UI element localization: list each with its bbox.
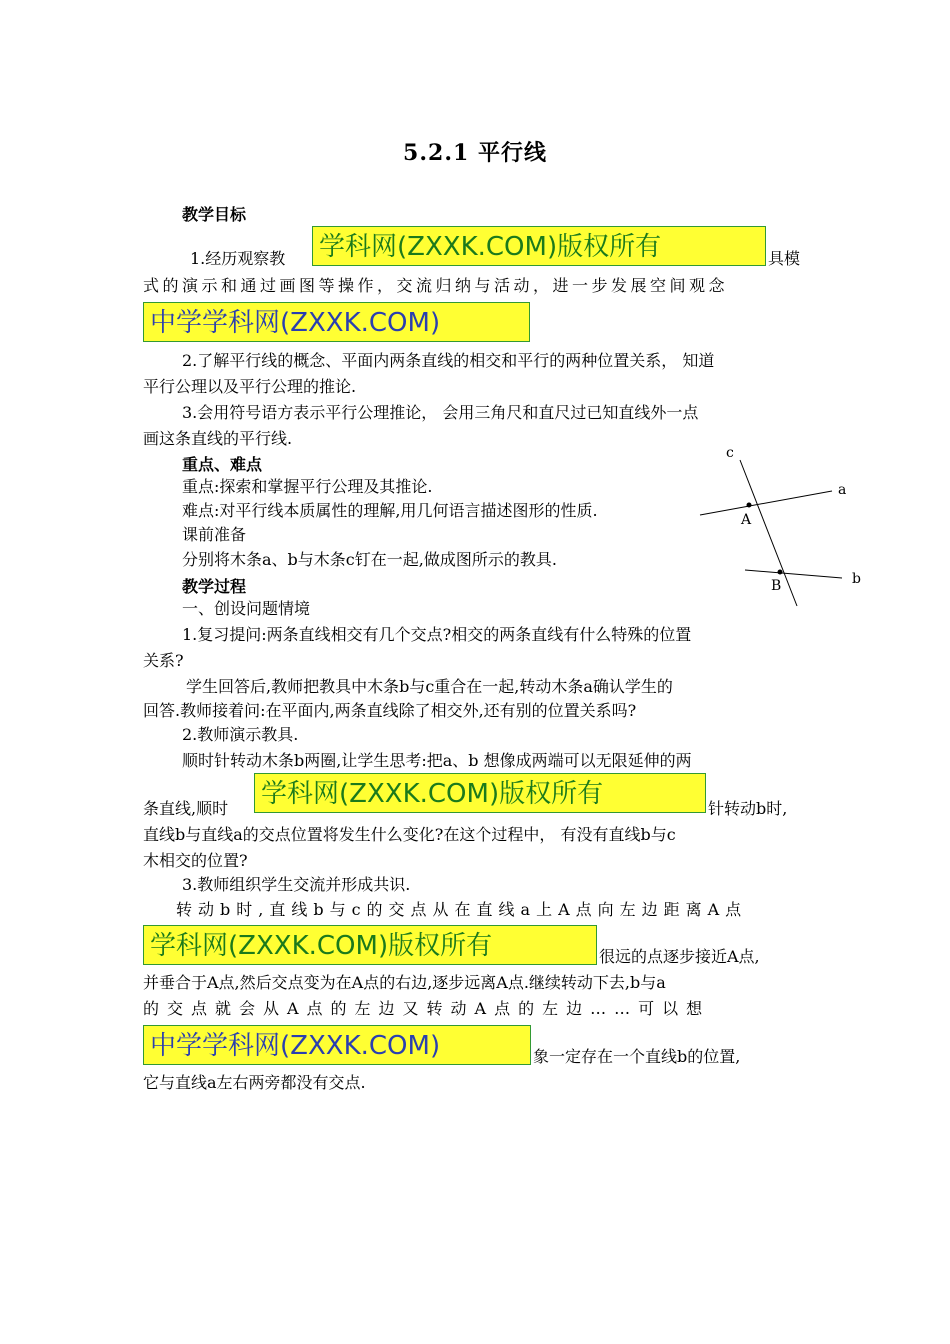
section-heading-key-points: 重点、难点: [182, 455, 263, 474]
label-c: c: [726, 445, 734, 461]
process-consensus-line-6: 它与直线a左右两旁都没有交点.: [143, 1073, 366, 1092]
watermark-site: 中学学科网(ZXXK.COM): [143, 302, 530, 342]
watermark-copyright: 学科网(ZXXK.COM)版权所有: [254, 773, 706, 813]
goal-2-line-2: 平行公理以及平行公理的推论.: [143, 377, 357, 396]
section-heading-process: 教学过程: [182, 577, 247, 596]
process-step-1-heading: 一、创设问题情境: [182, 599, 311, 618]
label-a: a: [838, 482, 847, 498]
lines-figure: [690, 440, 870, 620]
process-answer-line-1: 学生回答后,教师把教具中木条b与c重合在一起,转动木条a确认学生的: [186, 677, 673, 696]
preparation-line: 分别将木条a、b与木条c钉在一起,做成图所示的教具.: [182, 550, 557, 569]
goal-1-line-1: 1.经历观察教: [190, 249, 286, 268]
line-b: [745, 570, 842, 578]
process-demo-heading: 2.教师演示教具.: [182, 725, 299, 744]
line-c: [740, 460, 797, 606]
process-question-line-2: 关系?: [143, 651, 184, 670]
point-A: [747, 503, 752, 508]
line-a: [700, 491, 832, 515]
difficulty-line: 难点:对平行线本质属性的理解,用几何语言描述图形的性质.: [182, 501, 598, 520]
process-demo-line-2: 条直线,顺时: [143, 799, 229, 818]
goal-1-line-1-end: 具模: [768, 249, 801, 268]
process-answer-line-2: 回答.教师接着问:在平面内,两条直线除了相交外,还有别的位置关系吗?: [143, 701, 637, 720]
goal-2-line-1: 2.了解平行线的概念、平面内两条直线的相交和平行的两种位置关系， 知道: [182, 351, 715, 370]
preparation-heading: 课前准备: [182, 525, 247, 544]
process-consensus-line-1: 转动b时,直线b与c的交点从在直线a上A点向左边距离A点: [176, 900, 748, 919]
watermark-copyright: 学科网(ZXXK.COM)版权所有: [143, 925, 597, 965]
watermark-copyright: 学科网(ZXXK.COM)版权所有: [312, 226, 766, 266]
label-b: b: [852, 571, 861, 587]
process-demo-line-1: 顺时针转动木条b两圈,让学生思考:把a、b 想像成两端可以无限延伸的两: [182, 751, 692, 770]
process-consensus-heading: 3.教师组织学生交流并形成共识.: [182, 875, 411, 894]
watermark-site: 中学学科网(ZXXK.COM): [143, 1025, 531, 1065]
point-B: [778, 570, 783, 575]
process-demo-line-3: 直线b与直线a的交点位置将发生什么变化?在这个过程中， 有没有直线b与c: [143, 825, 676, 844]
goal-1-line-2: 式的演示和通过画图等操作，交流归纳与活动，进一步发展空间观念: [143, 276, 729, 295]
process-consensus-line-3: 并垂合于A点,然后交点变为在A点的右边,逐步远离A点.继续转动下去,b与a: [143, 973, 666, 992]
process-consensus-line-2-end: 很远的点逐步接近A点,: [599, 947, 760, 966]
page-title: 5.2.1 平行线: [403, 140, 547, 166]
goal-3-line-2: 画这条直线的平行线.: [143, 429, 293, 448]
process-demo-line-2-end: 针转动b时,: [708, 799, 788, 818]
key-point-line: 重点:探索和掌握平行公理及其推论.: [182, 477, 433, 496]
process-consensus-line-4: 的交点就会从A点的左边又转动A点的左边……可以想: [143, 999, 711, 1018]
process-consensus-line-5-end: 象一定存在一个直线b的位置,: [533, 1047, 741, 1066]
process-question-line-1: 1.复习提问:两条直线相交有几个交点?相交的两条直线有什么特殊的位置: [182, 625, 692, 644]
section-heading-goals: 教学目标: [182, 205, 247, 224]
label-B: B: [771, 578, 782, 594]
process-demo-line-4: 木相交的位置?: [143, 851, 248, 870]
label-A: A: [741, 512, 752, 528]
goal-3-line-1: 3.会用符号语方表示平行公理推论， 会用三角尺和直尺过已知直线外一点: [182, 403, 699, 422]
